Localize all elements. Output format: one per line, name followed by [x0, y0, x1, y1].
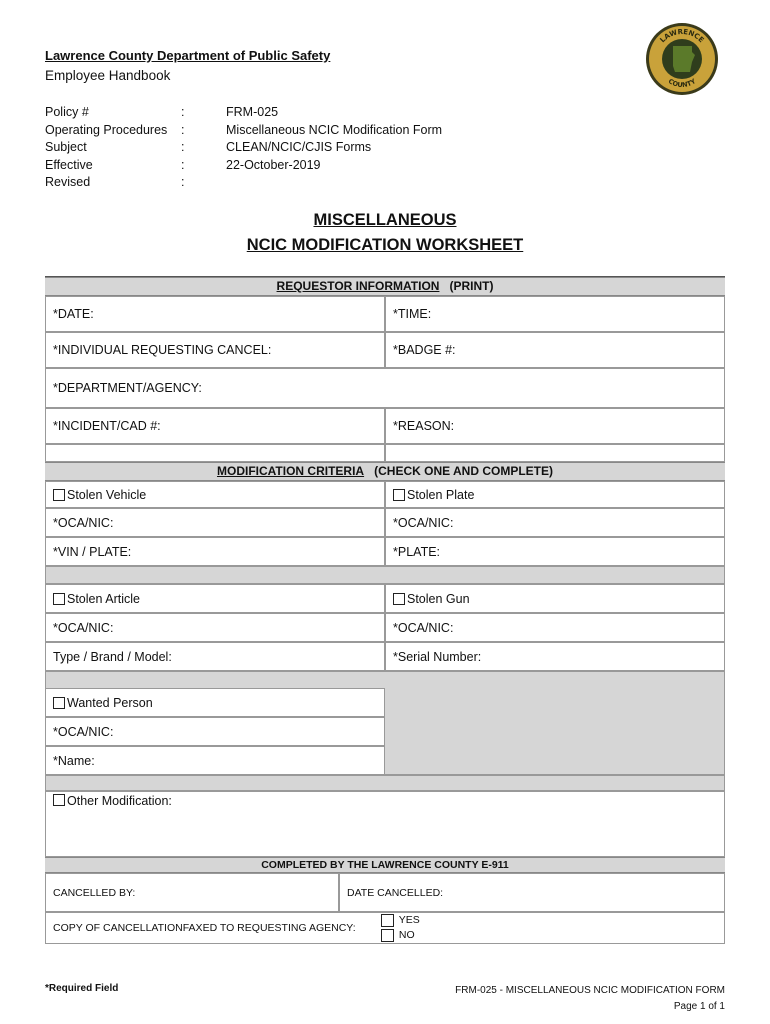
yes-label: YES — [398, 914, 420, 926]
svg-text:COUNTY: COUNTY — [666, 77, 698, 90]
oca-nic-label: *OCA/NIC: — [393, 515, 454, 530]
stolen-gun-checkbox[interactable] — [393, 593, 405, 605]
cancelled-by-field[interactable] — [45, 873, 339, 912]
wanted-person-label: Wanted Person — [67, 695, 153, 710]
section-separator — [45, 775, 725, 791]
no-checkbox[interactable] — [381, 929, 394, 942]
meta-label: Revised — [45, 175, 91, 189]
stolen-plate-label: Stolen Plate — [407, 487, 475, 502]
stolen-gun-label: Stolen Gun — [407, 591, 470, 606]
no-option[interactable] — [381, 928, 420, 943]
yes-checkbox[interactable] — [381, 914, 394, 927]
meta-row-subject — [45, 139, 442, 157]
type-brand-model-field[interactable] — [45, 642, 385, 671]
copy-faxed-label: COPY OF CANCELLATIONFAXED TO REQUESTING AGENCY: — [53, 922, 356, 934]
stolen-gun-option[interactable] — [385, 584, 725, 613]
plate-oca-nic-field[interactable] — [385, 508, 725, 537]
meta-label: Subject — [45, 140, 87, 154]
individual-label: *INDIVIDUAL REQUESTING CANCEL: — [53, 343, 272, 357]
wanted-oca-nic-field[interactable] — [45, 717, 385, 746]
stolen-article-label: Stolen Article — [67, 591, 140, 606]
type-brand-model-label: Type / Brand / Model: — [53, 649, 172, 664]
section-separator — [45, 566, 725, 584]
meta-label: Operating Procedures — [45, 122, 168, 137]
wanted-name-field[interactable] — [45, 746, 385, 775]
copy-faxed-options — [381, 913, 420, 943]
plate-field[interactable] — [385, 537, 725, 566]
meta-colon: : — [181, 122, 185, 137]
date-cancelled-field[interactable] — [339, 873, 725, 912]
stolen-vehicle-checkbox[interactable] — [53, 489, 65, 501]
time-label: *TIME: — [393, 307, 432, 321]
reason-continued-field[interactable] — [385, 444, 725, 462]
meta-label: Policy # — [45, 105, 89, 119]
department-agency-field[interactable] — [45, 368, 725, 408]
footer-form-name: FRM-025 - MISCELLANEOUS NCIC MODIFICATION FORM — [455, 985, 725, 996]
e911-heading-label: COMPLETED BY THE LAWRENCE COUNTY E-911 — [261, 859, 509, 871]
vin-plate-label: *VIN / PLATE: — [53, 544, 132, 559]
stolen-article-option[interactable] — [45, 584, 385, 613]
oca-nic-label: *OCA/NIC: — [53, 724, 114, 739]
stolen-vehicle-label: Stolen Vehicle — [67, 487, 147, 502]
vin-plate-field[interactable] — [45, 537, 385, 566]
date-field[interactable] — [45, 296, 385, 332]
form-title-line1: MISCELLANEOUS — [313, 211, 457, 229]
requestor-heading — [45, 277, 725, 296]
serial-number-field[interactable] — [385, 642, 725, 671]
criteria-heading-label: MODIFICATION CRITERIA — [216, 464, 365, 478]
oca-nic-label: *OCA/NIC: — [53, 620, 114, 635]
meta-row-effective — [45, 157, 442, 175]
stolen-vehicle-option[interactable] — [45, 481, 385, 508]
date-cancelled-label: DATE CANCELLED: — [347, 886, 444, 899]
oca-nic-label: *OCA/NIC: — [53, 515, 114, 530]
yes-option[interactable] — [381, 913, 420, 928]
blank-row — [45, 444, 385, 462]
form-title-line2: NCIC MODIFICATION WORKSHEET — [246, 236, 524, 254]
meta-label: Effective — [45, 157, 93, 172]
meta-row-policy — [45, 104, 442, 122]
incident-label: *INCIDENT/CAD #: — [53, 419, 161, 433]
time-field[interactable] — [385, 296, 725, 332]
requestor-heading-label: REQUESTOR INFORMATION — [276, 279, 440, 293]
meta-colon: : — [181, 175, 185, 189]
article-oca-nic-field[interactable] — [45, 613, 385, 642]
vehicle-oca-nic-field[interactable] — [45, 508, 385, 537]
handbook-title: Employee Handbook — [45, 68, 171, 83]
wanted-person-option[interactable] — [45, 688, 385, 717]
meta-value: Miscellaneous NCIC Modification Form — [226, 122, 443, 137]
reason-label: *REASON: — [393, 419, 455, 433]
badge-field[interactable] — [385, 332, 725, 368]
other-modification-field[interactable] — [45, 791, 725, 857]
serial-number-label: *Serial Number: — [393, 649, 482, 664]
stolen-plate-checkbox[interactable] — [393, 489, 405, 501]
county-seal-icon — [645, 22, 719, 96]
meta-colon: : — [181, 140, 185, 154]
no-label: NO — [398, 929, 415, 941]
required-field-note: *Required Field — [45, 983, 119, 994]
gun-oca-nic-field[interactable] — [385, 613, 725, 642]
svg-text:LAWRENCE: LAWRENCE — [658, 27, 706, 45]
plate-label: *PLATE: — [393, 544, 441, 559]
policy-meta — [45, 104, 442, 192]
incident-cad-field[interactable] — [45, 408, 385, 444]
oca-nic-label: *OCA/NIC: — [393, 620, 454, 635]
reason-field[interactable] — [385, 408, 725, 444]
e911-heading — [45, 857, 725, 873]
meta-row-revised — [45, 174, 442, 192]
stolen-plate-option[interactable] — [385, 481, 725, 508]
requestor-heading-note: (PRINT) — [449, 279, 494, 293]
criteria-heading — [45, 462, 725, 481]
cancelled-by-label: CANCELLED BY: — [53, 886, 136, 899]
other-modification-label: Other Modification: — [67, 794, 172, 808]
meta-colon: : — [181, 105, 185, 119]
footer-right — [455, 983, 725, 1015]
date-label: *DATE: — [53, 307, 94, 321]
meta-value: CLEAN/NCIC/CJIS Forms — [226, 140, 372, 154]
meta-row-operating-procedures — [45, 122, 442, 140]
wanted-person-checkbox[interactable] — [53, 697, 65, 709]
other-modification-checkbox[interactable] — [53, 794, 65, 806]
meta-value: FRM-025 — [226, 105, 279, 119]
name-label: *Name: — [53, 753, 95, 768]
organization-name: Lawrence County Department of Public Safety — [45, 48, 331, 63]
meta-value: 22-October-2019 — [226, 157, 321, 172]
stolen-article-checkbox[interactable] — [53, 593, 65, 605]
badge-label: *BADGE #: — [393, 343, 456, 357]
meta-colon: : — [181, 157, 185, 172]
footer-page-number: Page 1 of 1 — [673, 1001, 725, 1012]
criteria-heading-note: (CHECK ONE AND COMPLETE) — [374, 464, 553, 478]
individual-requesting-field[interactable] — [45, 332, 385, 368]
department-label: *DEPARTMENT/AGENCY: — [53, 381, 202, 395]
